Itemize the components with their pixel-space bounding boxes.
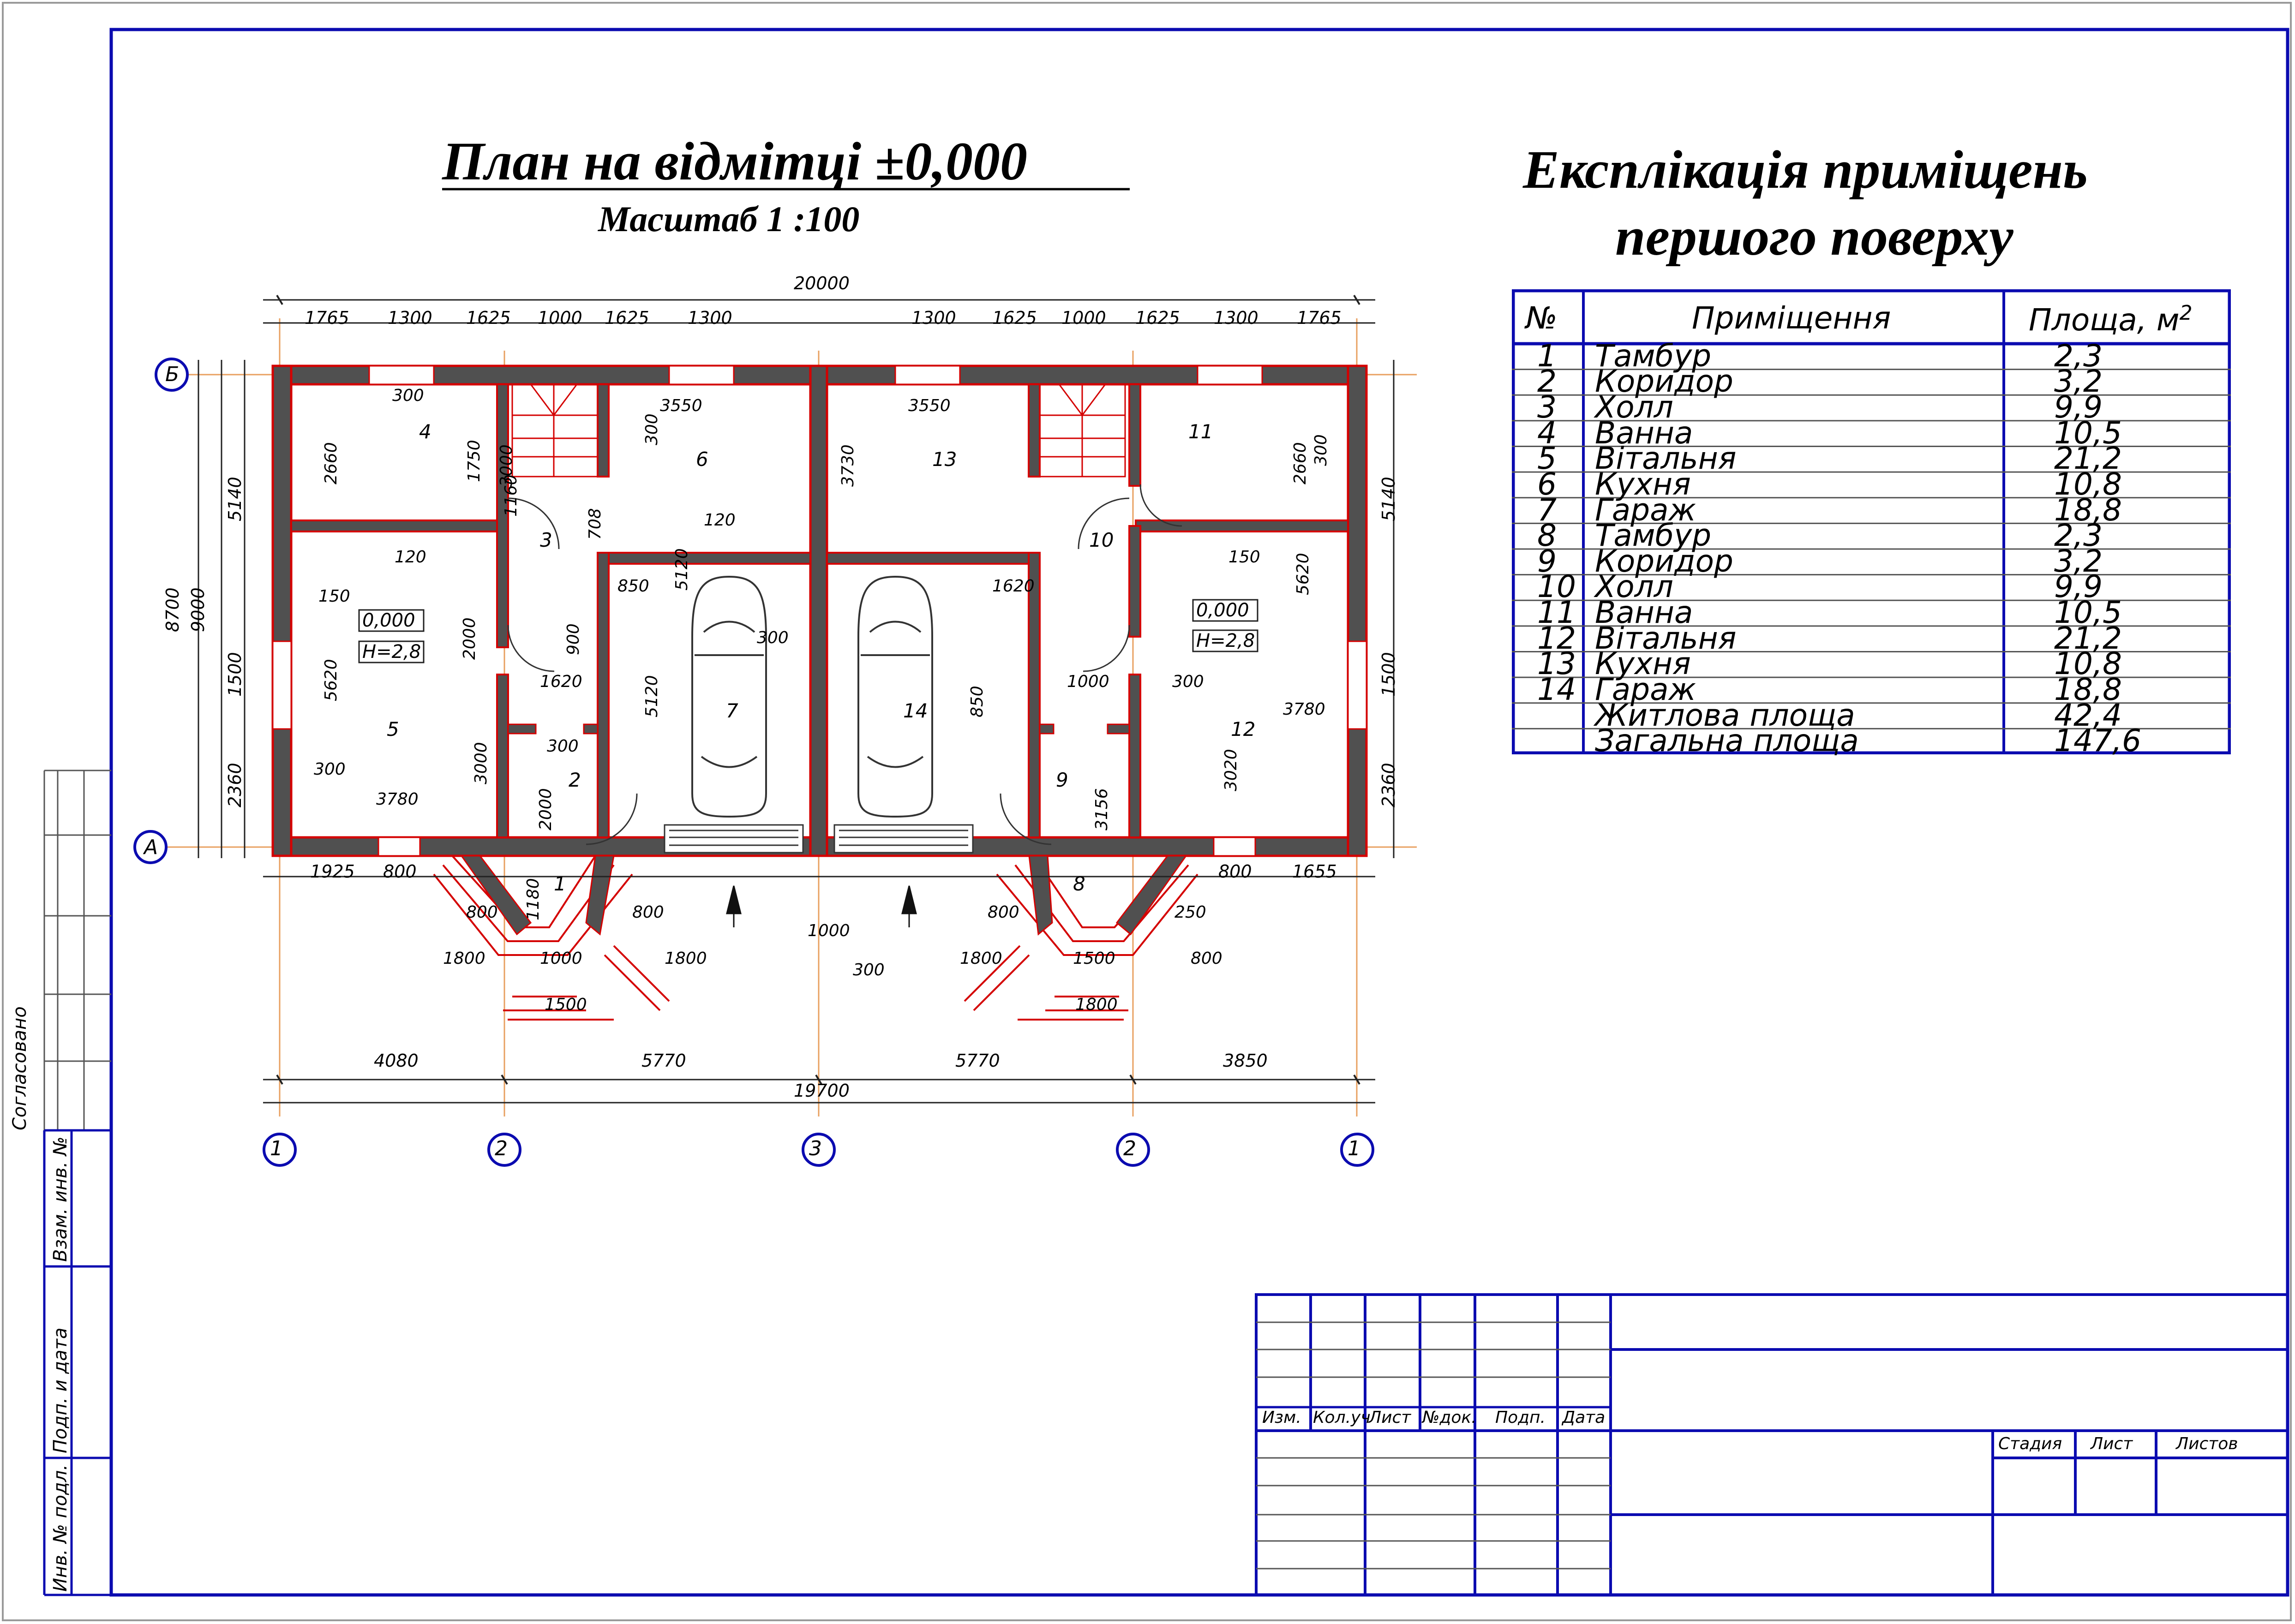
table-header-num: № [1526,300,1558,336]
room-number: 14 [903,699,928,722]
inner-dim: 1800 [665,949,707,968]
inner-dim: 3550 [908,396,951,415]
inner-dim: 300 [1312,434,1330,466]
inner-dim: 3780 [1283,700,1325,719]
plan-title: План на відмітці ±0,000 [442,131,1027,191]
inner-dim: 250 [1174,903,1206,922]
table-row-num: 13 [1537,646,1576,682]
table-row-area: 18,8 [2054,492,2122,528]
table-row-room: Гараж [1595,492,1696,528]
inner-dim: 120 [704,511,736,530]
axis-marker-label: 1 [1348,1137,1360,1160]
dim-bottom-opening: 1655 [1292,861,1337,882]
inner-dim: 850 [968,686,987,717]
room-number: 4 [419,420,431,443]
inner-dim: 1500 [545,995,587,1014]
inner-dim: 300 [1172,672,1204,691]
table-row-num: 3 [1537,389,1557,425]
inner-dim: 900 [564,623,583,655]
height-mark: H=2,8 [362,641,421,663]
table-header-room: Приміщення [1692,300,1891,336]
dimension-lines [198,300,1394,1103]
table-row-room: Холл [1595,569,1673,605]
table-row-room: Вітальня [1595,620,1737,656]
explication-title-line2: першого поверху [1615,206,2013,267]
table-row-room: Тамбур [1595,338,1712,374]
table-row-area: 18,8 [2054,671,2122,707]
table-row-area: 10,5 [2054,595,2122,631]
inner-dim: 800 [988,903,1019,922]
dim-right: 2360 [1378,763,1399,807]
table-row-room: Загальна площа [1595,723,1859,759]
inner-dim: 300 [314,760,346,779]
tb-col-ndok: №док. [1422,1408,1477,1427]
inner-dim: 3000 [497,444,516,487]
table-row-room: Тамбур [1595,518,1712,554]
inner-dim: 150 [1228,548,1260,567]
dim-left: 1500 [225,652,245,697]
table-row-area: 21,2 [2054,441,2122,477]
dim-bottom-chain: 4080 [374,1051,419,1071]
tb-sheet: Лист [2091,1434,2133,1453]
table-row-num: 2 [1537,364,1557,400]
table-row-room: Кухня [1595,646,1691,682]
inner-dim: 5620 [322,659,341,701]
table-row-num: 4 [1537,415,1557,451]
table-row-num: 5 [1537,441,1557,477]
inner-dim: 3780 [376,790,419,809]
room-number: 6 [696,448,708,471]
table-row-room: Холл [1595,389,1673,425]
inner-dim: 5120 [672,548,691,591]
inner-dim: 120 [395,548,426,567]
level-mark: 0,000 [362,610,415,631]
tb-sheets: Листов [2176,1434,2238,1453]
table-row-area: 147,6 [2054,723,2141,759]
dim-bottom-chain: 5770 [955,1051,1000,1071]
inner-dim: 1180 [524,878,543,920]
height-mark: H=2,8 [1196,630,1255,651]
tb-stage: Стадия [1998,1434,2062,1453]
table-row-area: 10,8 [2054,466,2122,502]
inner-dim: 3156 [1092,788,1111,830]
dim-top: 1625 [1135,308,1180,328]
inner-dim: 1800 [960,949,1002,968]
table-row-num: 6 [1537,466,1557,502]
room-number: 11 [1188,420,1213,443]
dim-top: 1300 [1214,308,1258,328]
table-row-room: Коридор [1595,364,1733,400]
dim-right: 1500 [1378,652,1399,697]
table-row-room: Вітальня [1595,441,1737,477]
axis-marker-label: Б [165,363,180,386]
dim-top: 1300 [688,308,732,328]
inner-dim: 2660 [1291,442,1310,484]
inner-dim: 1800 [443,949,485,968]
dim-bottom-opening: 800 [1218,861,1252,882]
tb-col-podp: Подп. [1495,1408,1546,1427]
axis-marker-label: 3 [809,1137,822,1160]
level-mark-boxes [359,600,1258,663]
inner-dim: 2660 [322,442,341,484]
inner-dim: 300 [853,961,885,979]
car-right [858,577,932,817]
table-row-area: 10,8 [2054,646,2122,682]
dim-top: 1300 [388,308,432,328]
axis-lines [162,318,1417,1116]
inner-dim: 300 [392,386,424,405]
dim-top: 1765 [305,308,349,328]
room-number: 3 [540,529,552,551]
room-number: 2 [569,769,581,791]
table-row-num: 8 [1537,518,1557,554]
dim-top: 1300 [911,308,956,328]
table-row-area: 9,9 [2054,569,2103,605]
inner-dim: 800 [1191,949,1222,968]
tb-col-list: Лист [1369,1408,1411,1427]
dim-top: 1625 [466,308,511,328]
table-row-area: 9,9 [2054,389,2103,425]
table-row-area: 3,2 [2054,543,2103,579]
table-row-area: 10,5 [2054,415,2122,451]
table-row-area: 2,3 [2054,338,2103,374]
dim-left: 5140 [225,477,245,521]
dim-bottom-total: 19700 [794,1081,850,1101]
dim-top: 1000 [1061,308,1106,328]
room-number: 1 [554,872,566,895]
axis-marker-label: А [144,836,158,859]
inner-dim: 800 [632,903,664,922]
inner-dim: 1160 [502,474,521,517]
table-row-area: 42,4 [2054,697,2122,733]
inner-dim: 3020 [1222,749,1240,791]
inner-dim: 3000 [472,742,491,784]
axis-marker-label: 2 [495,1137,508,1160]
inner-dim: 3730 [839,444,857,487]
room-number: 12 [1231,718,1256,740]
table-row-num: 12 [1537,620,1576,656]
level-mark: 0,000 [1196,600,1249,621]
table-row-room: Ванна [1595,415,1693,451]
inner-dim: 2000 [460,617,479,660]
dim-bottom-chain: 3850 [1223,1051,1268,1071]
table-row-room: Коридор [1595,543,1733,579]
table-row-room: Ванна [1595,595,1693,631]
table-header-area-sup: 2 [2179,301,2193,325]
inner-dim: 1620 [992,577,1035,596]
inner-dim: 300 [757,628,789,647]
table-row-area: 3,2 [2054,364,2103,400]
inner-dim: 5120 [642,675,661,717]
dim-top: 1625 [605,308,649,328]
dim-top: 1765 [1297,308,1342,328]
staircase-right [1040,384,1125,477]
table-row-num: 9 [1537,543,1557,579]
explication-title-line1: Експлікація приміщень [1523,139,2088,200]
dim-top: 1000 [538,308,582,328]
room-number: 10 [1089,529,1114,551]
dim-bottom-opening: 800 [383,861,417,882]
tb-col-data: Дата [1562,1408,1606,1427]
stamp-agreed: Согласовано [9,1006,30,1130]
table-row-room: Житлова площа [1595,697,1855,733]
inner-dim: 5620 [1294,553,1312,595]
tb-col-izm: Изм. [1262,1408,1301,1427]
tb-col-kolich: Кол.уч [1313,1408,1371,1427]
room-number: 5 [387,718,399,740]
stamp-sign-date: Подп. и дата [50,1327,71,1453]
dim-bottom-chain: 5770 [641,1051,686,1071]
inner-dim: 2000 [536,788,555,830]
inner-dim: 708 [586,508,605,540]
table-row-area: 21,2 [2054,620,2122,656]
inner-dim: 1000 [808,921,850,940]
inner-dim: 800 [466,903,498,922]
table-header-area-label: Площа, м [2029,302,2180,338]
inner-dim: 3550 [660,396,702,415]
table-row-room: Кухня [1595,466,1691,502]
dim-left: 8700 [162,587,183,632]
inner-dim: 1620 [540,672,582,691]
dim-bottom-opening: 1925 [310,861,355,882]
inner-dim: 1500 [1073,949,1115,968]
room-number: 13 [932,448,957,471]
plan-scale: Масштаб 1 :100 [598,199,860,239]
inner-dim: 1800 [1075,995,1118,1014]
table-row-num: 11 [1537,595,1576,631]
dim-right: 5140 [1378,477,1399,521]
dim-left: 2360 [225,763,245,807]
axis-marker-label: 1 [270,1137,283,1160]
dim-top: 1625 [992,308,1037,328]
inner-dim: 300 [547,737,579,756]
table-row-area: 2,3 [2054,518,2103,554]
table-row-num: 14 [1537,671,1576,707]
room-number: 7 [726,699,738,722]
inner-dim: 850 [617,577,649,596]
table-row-num: 1 [1537,338,1557,374]
inner-dim: 1000 [1067,672,1109,691]
room-number: 8 [1073,872,1085,895]
table-row-num: 7 [1537,492,1557,528]
inner-dim: 1750 [465,440,484,482]
inner-dim: 150 [318,587,350,606]
table-row-num: 10 [1537,569,1576,605]
dim-top-total: 20000 [794,273,850,293]
stamp-inv-num-swap: Взам. инв. № [50,1136,71,1262]
stamp-inv-num-orig: Инв. № подл. [50,1464,71,1592]
inner-dim: 1000 [540,949,582,968]
room-number: 9 [1056,769,1068,791]
inner-dim: 300 [642,413,661,445]
axis-marker-label: 2 [1123,1137,1136,1160]
dim-left: 9000 [188,587,208,632]
table-row-room: Гараж [1595,671,1696,707]
staircase-left [512,384,598,477]
car-left [692,577,766,817]
